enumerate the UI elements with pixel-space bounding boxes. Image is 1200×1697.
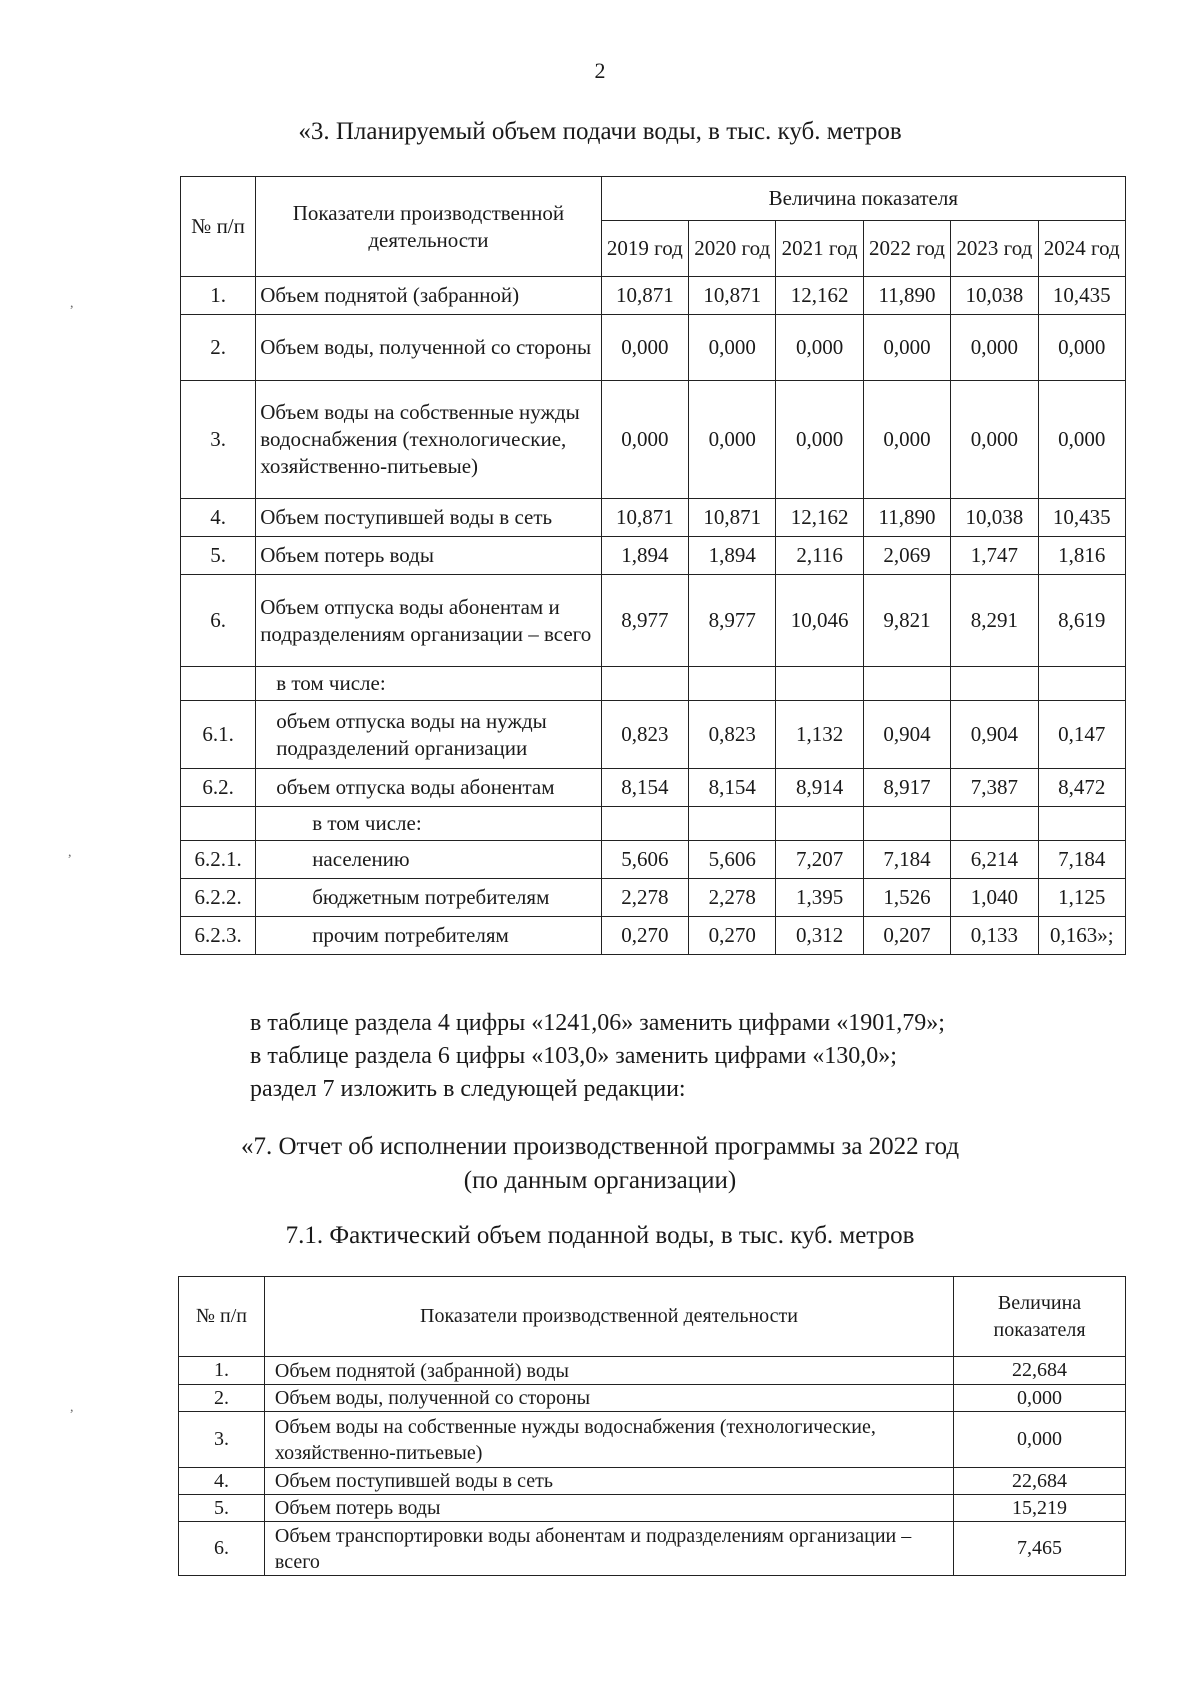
value-cell: 0,823	[689, 701, 776, 769]
value-cell: 12,162	[776, 277, 863, 315]
value-cell	[951, 807, 1038, 841]
value-cell	[863, 667, 950, 701]
amendment-paragraph: в таблице раздела 6 цифры «103,0» заменить цифрами «130,0»;	[250, 1043, 897, 1069]
section7-title-line1: «7. Отчет об исполнении производственной программы за 2022 год	[240, 1133, 960, 1160]
value-cell: 1,747	[951, 537, 1038, 575]
table-row	[181, 499, 1126, 537]
value-cell: 1,816	[1038, 537, 1125, 575]
table-row	[181, 769, 1126, 807]
table2-header-num: № п/п	[179, 1277, 265, 1357]
table-row	[179, 1385, 1126, 1412]
table-row	[181, 841, 1126, 879]
row-label: прочим потребителям	[256, 917, 601, 955]
value-cell: 8,291	[951, 575, 1038, 667]
row-label: Объем воды на собственные нужды водоснабжения (технологические, хозяйственно-питьевые)	[264, 1412, 953, 1468]
value-cell: 12,162	[776, 499, 863, 537]
value-cell: 7,184	[1038, 841, 1125, 879]
row-number	[181, 667, 256, 701]
value-cell: 1,125	[1038, 879, 1125, 917]
table-row	[181, 575, 1126, 667]
row-label: объем отпуска воды абонентам	[256, 769, 601, 807]
value-cell: 8,154	[601, 769, 688, 807]
value-cell: 10,871	[601, 499, 688, 537]
value-cell: 0,000	[689, 315, 776, 381]
value-cell	[1038, 807, 1125, 841]
row-label: объем отпуска воды на нужды подразделений организации	[256, 701, 601, 769]
value-cell: 10,046	[776, 575, 863, 667]
value-cell: 10,435	[1038, 277, 1125, 315]
amendment-paragraph: раздел 7 изложить в следующей редакции:	[250, 1076, 686, 1102]
row-label: Объем поступившей воды в сеть	[264, 1468, 953, 1495]
row-number: 3.	[181, 381, 256, 499]
row-label: Объем воды, полученной со стороны	[264, 1385, 953, 1412]
value-cell	[601, 667, 688, 701]
table-row	[181, 701, 1126, 769]
value-cell: 0,000	[954, 1385, 1126, 1412]
value-cell	[689, 667, 776, 701]
table-row	[181, 879, 1126, 917]
row-number: 6.	[179, 1522, 265, 1576]
value-cell: 0,000	[1038, 381, 1125, 499]
value-cell	[863, 807, 950, 841]
table-row	[179, 1357, 1126, 1385]
row-number: 1.	[179, 1357, 265, 1385]
actual-water-supply-table	[178, 1276, 1126, 1576]
row-number: 2.	[179, 1385, 265, 1412]
value-cell: 1,132	[776, 701, 863, 769]
section7-title	[0, 1130, 1200, 1198]
value-cell: 7,387	[951, 769, 1038, 807]
table-row	[179, 1468, 1126, 1495]
amendment-paragraphs	[250, 1007, 945, 1106]
table1-year-header: 2024 год	[1038, 221, 1125, 277]
row-label: Объем потерь воды	[264, 1495, 953, 1522]
value-cell: 9,821	[863, 575, 950, 667]
value-cell: 2,278	[601, 879, 688, 917]
value-cell	[951, 667, 1038, 701]
value-cell: 10,038	[951, 277, 1038, 315]
value-cell: 8,914	[776, 769, 863, 807]
value-cell: 0,000	[863, 315, 950, 381]
row-number: 3.	[179, 1412, 265, 1468]
value-cell: 7,207	[776, 841, 863, 879]
row-number: 6.2.1.	[181, 841, 256, 879]
row-label: Объем потерь воды	[256, 537, 601, 575]
table1-year-header: 2021 год	[776, 221, 863, 277]
value-cell: 1,395	[776, 879, 863, 917]
value-cell	[601, 807, 688, 841]
row-label: населению	[256, 841, 601, 879]
value-cell: 2,116	[776, 537, 863, 575]
row-label: Объем воды, полученной со стороны	[256, 315, 601, 381]
value-cell: 1,894	[601, 537, 688, 575]
value-cell: 0,147	[1038, 701, 1125, 769]
value-cell	[776, 667, 863, 701]
table-row	[179, 1495, 1126, 1522]
value-cell: 10,038	[951, 499, 1038, 537]
value-cell: 2,278	[689, 879, 776, 917]
value-cell: 1,526	[863, 879, 950, 917]
row-label: Объем воды на собственные нужды водоснабжения (технологические, хозяйственно-питьевые)	[256, 381, 601, 499]
value-cell: 0,270	[601, 917, 688, 955]
table-row	[181, 667, 1126, 701]
row-number: 6.	[181, 575, 256, 667]
value-cell: 10,871	[689, 277, 776, 315]
value-cell: 0,000	[951, 315, 1038, 381]
value-cell: 0,000	[954, 1412, 1126, 1468]
value-cell: 0,000	[601, 315, 688, 381]
table1-year-header: 2019 год	[601, 221, 688, 277]
table-row	[181, 537, 1126, 575]
table1-year-header: 2022 год	[863, 221, 950, 277]
value-cell: 8,917	[863, 769, 950, 807]
table1-header-num: № п/п	[181, 177, 256, 277]
row-label: Объем поднятой (забранной) воды	[264, 1357, 953, 1385]
value-cell: 8,619	[1038, 575, 1125, 667]
value-cell: 22,684	[954, 1357, 1126, 1385]
table1-header-indicator: Показатели производственной деятельности	[256, 177, 601, 277]
value-cell: 0,133	[951, 917, 1038, 955]
value-cell: 0,000	[601, 381, 688, 499]
value-cell: 8,154	[689, 769, 776, 807]
value-cell: 0,312	[776, 917, 863, 955]
value-cell: 0,000	[951, 381, 1038, 499]
value-cell: 8,977	[601, 575, 688, 667]
section3-title: «3. Планируемый объем подачи воды, в тыс. куб. метров	[298, 118, 902, 145]
planned-water-supply-table	[180, 176, 1126, 955]
table-row	[179, 1412, 1126, 1468]
value-cell: 0,207	[863, 917, 950, 955]
scan-mark: ,	[70, 1400, 74, 1415]
row-number: 5.	[179, 1495, 265, 1522]
value-cell: 8,472	[1038, 769, 1125, 807]
table-row	[181, 315, 1126, 381]
scan-mark: ,	[68, 845, 72, 860]
table1-year-header: 2020 год	[689, 221, 776, 277]
value-cell: 2,069	[863, 537, 950, 575]
value-cell: 0,000	[689, 381, 776, 499]
value-cell: 0,270	[689, 917, 776, 955]
table-row	[181, 277, 1126, 315]
value-cell: 0,000	[863, 381, 950, 499]
value-cell: 5,606	[601, 841, 688, 879]
value-cell: 15,219	[954, 1495, 1126, 1522]
row-number: 4.	[179, 1468, 265, 1495]
table-row	[181, 381, 1126, 499]
value-cell: 11,890	[863, 499, 950, 537]
value-cell: 10,435	[1038, 499, 1125, 537]
value-cell	[776, 807, 863, 841]
value-cell: 5,606	[689, 841, 776, 879]
row-number: 1.	[181, 277, 256, 315]
value-cell: 7,184	[863, 841, 950, 879]
value-cell: 10,871	[689, 499, 776, 537]
table2-header-value: Величина показателя	[954, 1277, 1126, 1357]
table1-year-header: 2023 год	[951, 221, 1038, 277]
value-cell: 0,904	[951, 701, 1038, 769]
page-number: 2	[594, 58, 606, 83]
table1-header-value: Величина показателя	[601, 177, 1125, 221]
value-cell	[1038, 667, 1125, 701]
value-cell	[689, 807, 776, 841]
table-row	[181, 917, 1126, 955]
row-label: бюджетным потребителям	[256, 879, 601, 917]
row-label: Объем поднятой (забранной)	[256, 277, 601, 315]
table-row	[181, 807, 1126, 841]
table2-header-indicator: Показатели производственной деятельности	[264, 1277, 953, 1357]
row-number: 5.	[181, 537, 256, 575]
value-cell: 0,904	[863, 701, 950, 769]
section71-title: 7.1. Фактический объем поданной воды, в тыс. куб. метров	[285, 1222, 915, 1249]
row-label: Объем транспортировки воды абонентам и подразделениям организации – всего	[264, 1522, 953, 1576]
row-number: 2.	[181, 315, 256, 381]
row-number: 6.2.2.	[181, 879, 256, 917]
value-cell: 10,871	[601, 277, 688, 315]
value-cell: 1,040	[951, 879, 1038, 917]
row-number: 6.2.3.	[181, 917, 256, 955]
row-label: в том числе:	[256, 807, 601, 841]
value-cell: 0,163»;	[1038, 917, 1125, 955]
value-cell: 7,465	[954, 1522, 1126, 1576]
row-label: Объем поступившей воды в сеть	[256, 499, 601, 537]
value-cell: 1,894	[689, 537, 776, 575]
value-cell: 0,000	[1038, 315, 1125, 381]
value-cell: 0,000	[776, 315, 863, 381]
row-label: Объем отпуска воды абонентам и подразделениям организации – всего	[256, 575, 601, 667]
row-number: 4.	[181, 499, 256, 537]
row-label: в том числе:	[256, 667, 601, 701]
row-number: 6.1.	[181, 701, 256, 769]
value-cell: 8,977	[689, 575, 776, 667]
scan-mark: ,	[70, 296, 74, 311]
section7-title-line2: (по данным организации)	[463, 1167, 737, 1194]
value-cell: 11,890	[863, 277, 950, 315]
amendment-paragraph: в таблице раздела 4 цифры «1241,06» заменить цифрами «1901,79»;	[250, 1010, 945, 1036]
value-cell: 6,214	[951, 841, 1038, 879]
row-number: 6.2.	[181, 769, 256, 807]
value-cell: 0,823	[601, 701, 688, 769]
row-number	[181, 807, 256, 841]
value-cell: 0,000	[776, 381, 863, 499]
value-cell: 22,684	[954, 1468, 1126, 1495]
table-row	[179, 1522, 1126, 1576]
